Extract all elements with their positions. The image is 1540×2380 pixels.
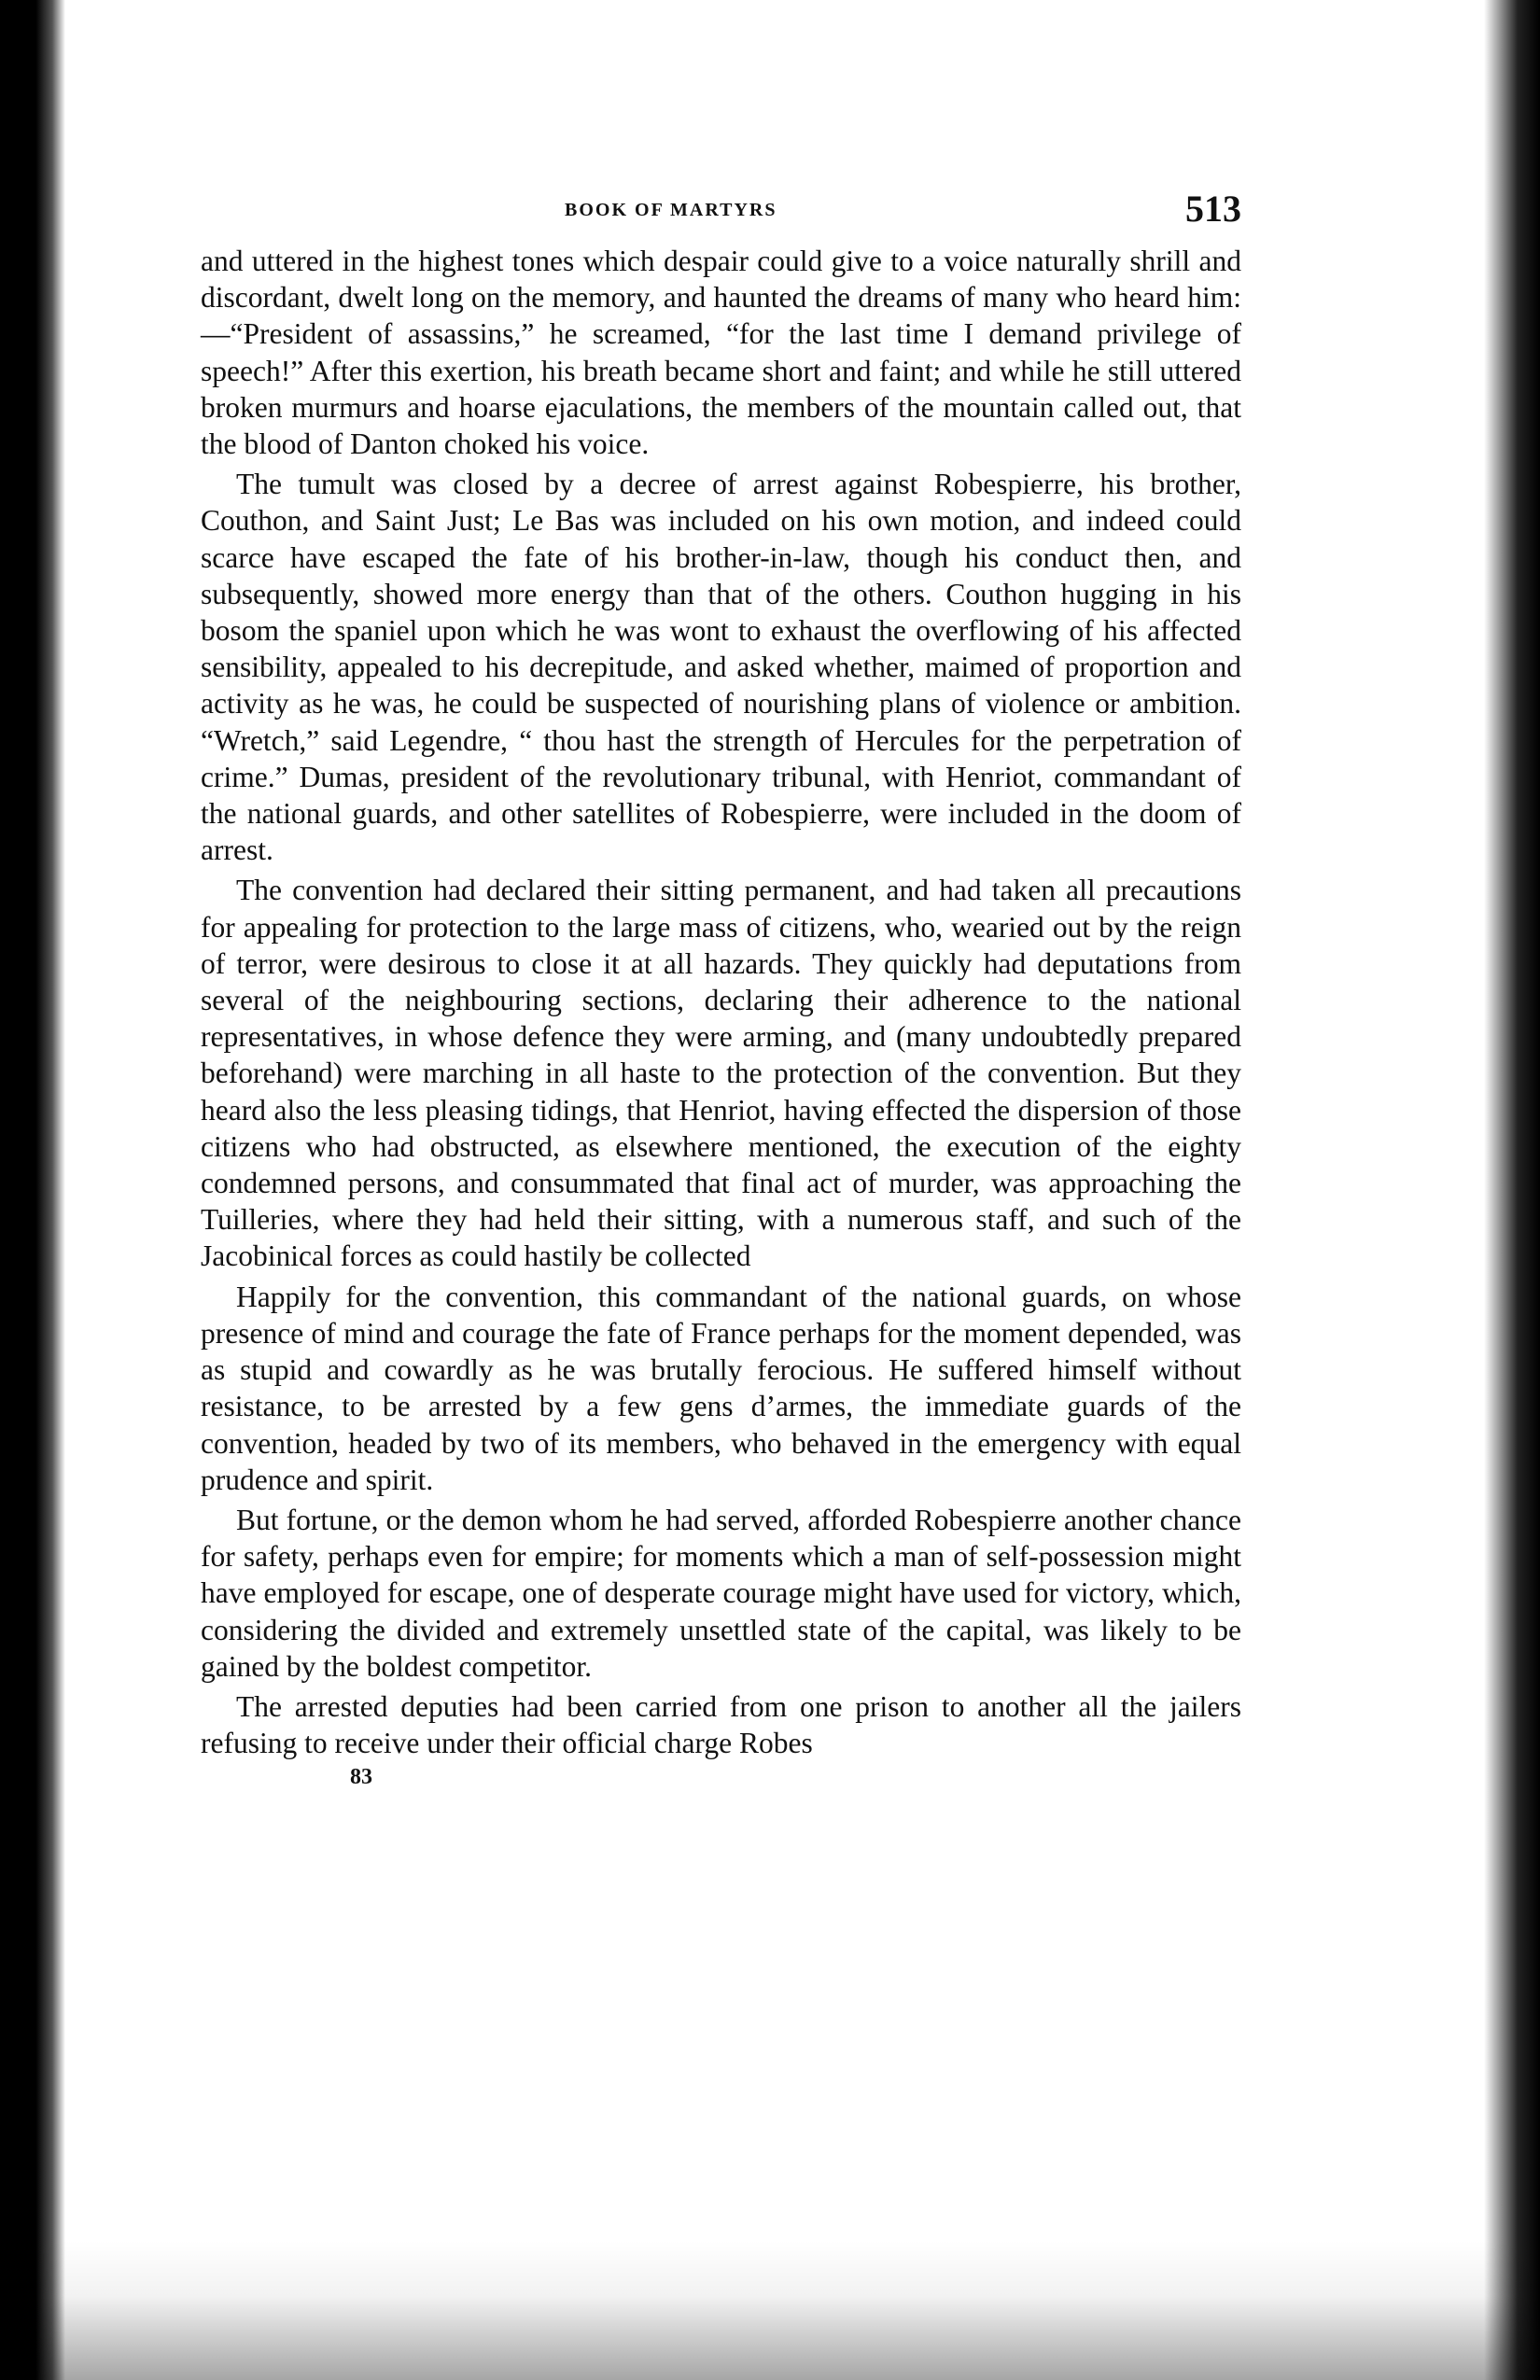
- paragraph: The convention had declared their sitting permanent, and had taken all precautions for appealing for protection to the large mass of citizens, who, wearied out by the reign of terror, were desirous to close it at all hazards. They quickly had deputations from several of the neighbouring sections, declaring their adherence to the national representatives, in whose defence they were arming, and (many undoubtedly prepared beforehand) were marching in all haste to the protection of the convention. But they heard also the less pleasing tidings, that Henriot, having effected the dispersion of those citizens who had obstructed, as elsewhere mentioned, the execution of the eighty condemned persons, and consummated that final act of murder, was approaching the Tuilleries, where they had held their sitting, with a numerous staff, and such of the Jacobinical forces as could hastily be collected: [201, 874, 1241, 1273]
- scan-shadow-right: [1484, 0, 1540, 2380]
- body-text: [201, 243, 1241, 1761]
- paragraph: But fortune, or the demon whom he had served, afforded Robespierre another chance for safety, perhaps even for empire; for moments which a man of self-possession might have employed for escape, one of desperate courage might have used for victory, which, considering the divided and extremely unsettled state of the capital, was likely to be gained by the boldest competitor.: [201, 1503, 1241, 1683]
- paragraph: The arrested deputies had been carried from one prison to another all the jailers refusing to receive under their official charge Robes: [201, 1689, 1241, 1760]
- paragraph: The tumult was closed by a decree of arrest against Robespierre, his brother, Couthon, and Saint Just; Le Bas was included on his own motion, and indeed could scarce have escaped the fate of his brother-in-law, though his conduct then, and subsequently, showed more energy than that of the others. Couthon hugging in his bosom the spaniel upon which he was wont to exhaust the overflowing of his affected sensibility, appealed to his decrepitude, and asked whether, maimed of proportion and activity as he was, he could be suspected of nourishing plans of violence or ambition. “Wretch,” said Legendre, “ thou hast the strength of Hercules for the perpetration of crime.” Dumas, president of the revolutionary tribunal, with Henriot, commandant of the national guards, and other satellites of Robespierre, were included in the doom of arrest.: [201, 468, 1241, 867]
- page-header: [201, 187, 1241, 243]
- paragraph: Happily for the convention, this commandant of the national guards, on whose presence of mind and courage the fate of France perhaps for the moment depended, was as stupid and cowardly as he was brutally ferocious. He suffered himself without resistance, to be arrested by a few gens d’armes, the immediate guards of the convention, headed by two of its members, who behaved in the emergency with equal prudence and spirit.: [201, 1280, 1241, 1496]
- book-page: [201, 187, 1241, 1790]
- running-head: BOOK OF MARTYRS: [565, 200, 777, 220]
- printer-signature-mark: 83: [350, 1765, 372, 1790]
- scan-shadow-left: [0, 0, 65, 2380]
- page-number: 513: [1185, 188, 1241, 230]
- paragraph-continuation: and uttered in the highest tones which despair could give to a voice naturally shrill and discordant, dwelt long on the memory, and haunted the dreams of many who heard him:—“President of assassins,” he screamed, “for the last time I demand privilege of speech!” After this exertion, his breath became short and faint; and while he still uttered broken murmurs and hoarse ejaculations, the members of the mountain called out, that the blood of Danton choked his voice.: [201, 245, 1241, 461]
- scan-shadow-bottom: [0, 2240, 1540, 2380]
